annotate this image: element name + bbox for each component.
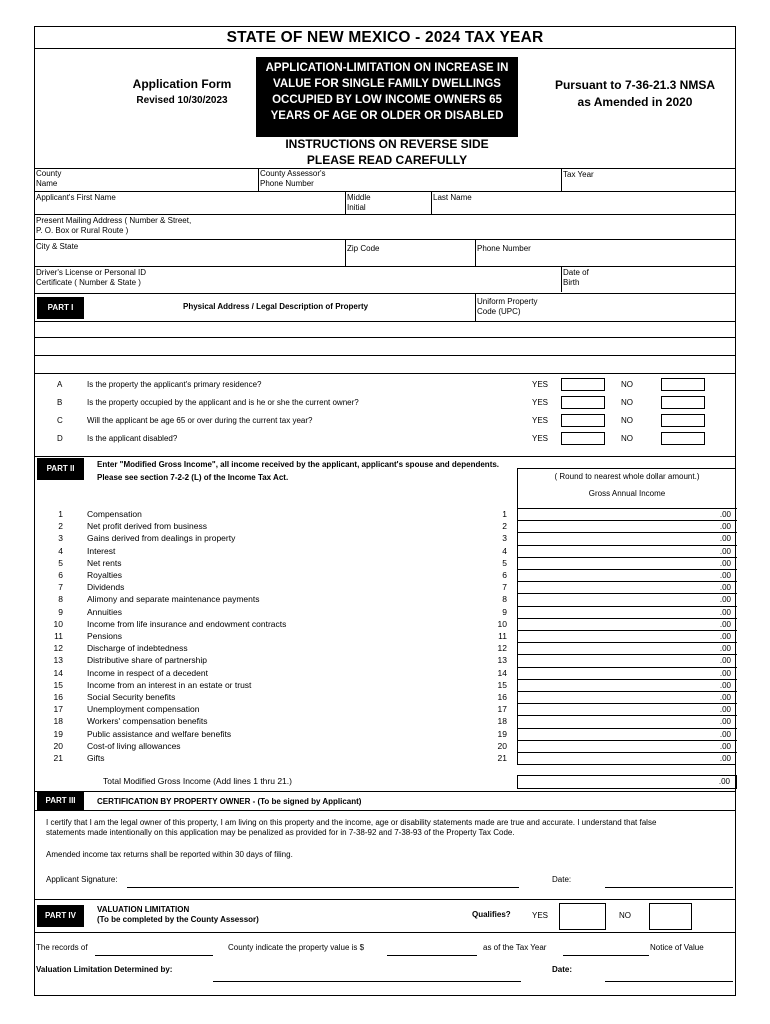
no-label: NO — [621, 380, 633, 389]
divider — [35, 791, 735, 792]
instructions-note — [256, 136, 518, 168]
line-number: 12 — [53, 643, 63, 654]
divider — [35, 214, 735, 215]
instructions-line: INSTRUCTIONS ON REVERSE SIDE — [285, 137, 489, 151]
line-number-right: 19 — [497, 728, 507, 739]
divider — [35, 48, 735, 49]
income-amount-field[interactable]: .00 — [517, 752, 737, 764]
income-amount-field[interactable]: .00 — [517, 508, 737, 520]
income-label: Gifts — [87, 753, 105, 763]
no-label: NO — [621, 416, 633, 425]
divider — [561, 266, 562, 292]
date-of-birth-field[interactable] — [563, 268, 589, 288]
determined-by-line[interactable] — [213, 981, 521, 982]
boxed-title-line: VALUE FOR SINGLE FAMILY DWELLINGS — [273, 78, 501, 90]
notice-of-value-label: Notice of Value — [650, 943, 704, 952]
form-title: STATE OF NEW MEXICO - 2024 TAX YEAR — [226, 29, 544, 46]
part-3-heading: CERTIFICATION BY PROPERTY OWNER - (To be signed by Applicant) — [97, 797, 362, 806]
income-label: Public assistance and welfare benefits — [87, 728, 232, 739]
tax-year-field[interactable]: Tax Year — [563, 170, 594, 179]
income-label: Discharge of indebtedness — [87, 643, 188, 654]
question-letter: D — [57, 434, 63, 443]
line-number-right: 3 — [502, 533, 507, 544]
tax-year-line[interactable] — [563, 955, 649, 956]
field-label: Certificate ( Number & State ) — [36, 278, 141, 287]
income-amount-field[interactable]: .00 — [517, 545, 737, 557]
income-amount-field[interactable]: .00 — [517, 691, 737, 703]
qualifies-no-label: NO — [619, 911, 631, 920]
first-name-field[interactable]: Applicant's First Name — [36, 193, 116, 202]
divider — [345, 191, 346, 214]
divider — [258, 168, 259, 191]
line-number: 17 — [53, 704, 63, 715]
applicant-signature-line[interactable] — [127, 887, 519, 888]
line-number: 8 — [58, 594, 63, 605]
income-amount-field[interactable]: .00 — [517, 520, 737, 532]
question-text: Is the applicant disabled? — [87, 434, 178, 443]
line-number-right: 1 — [502, 509, 507, 519]
line-number: 2 — [58, 521, 63, 532]
income-label: Pensions — [87, 631, 122, 641]
question-text: Will the applicant be age 65 or over during the current tax year? — [87, 416, 313, 425]
income-amount-field[interactable]: .00 — [517, 581, 737, 593]
line-number: 19 — [53, 728, 63, 739]
divider — [35, 932, 735, 933]
no-checkbox[interactable] — [661, 432, 705, 445]
line-number: 5 — [58, 557, 63, 568]
income-amount-field[interactable]: .00 — [517, 642, 737, 654]
field-label: Name — [36, 179, 58, 188]
signature-date-label: Date: — [552, 875, 572, 884]
property-value-line[interactable] — [387, 955, 477, 956]
yes-checkbox[interactable] — [561, 414, 605, 427]
line-number-right: 14 — [497, 667, 507, 678]
income-label: Social Security benefits — [87, 692, 176, 702]
divider — [35, 168, 735, 169]
income-amount-field[interactable]: .00 — [517, 667, 737, 679]
line-number: 16 — [53, 692, 63, 702]
no-checkbox[interactable] — [661, 396, 705, 409]
line-number: 6 — [58, 570, 63, 580]
line-number-right: 6 — [502, 570, 507, 580]
line-number-right: 21 — [497, 753, 507, 763]
line-number-right: 7 — [502, 582, 507, 593]
line-number: 7 — [58, 582, 63, 593]
divider — [35, 191, 735, 192]
application-title-box — [256, 57, 518, 137]
income-amount-field[interactable]: .00 — [517, 715, 737, 727]
last-name-field[interactable]: Last Name — [433, 193, 472, 202]
round-note: ( Round to nearest whole dollar amount.) — [554, 472, 700, 481]
line-number-right: 16 — [497, 692, 507, 702]
income-amount-field[interactable]: .00 — [517, 728, 737, 740]
divider — [35, 810, 735, 811]
line-number-right: 9 — [502, 606, 507, 617]
income-label: Income from life insurance and endowment contracts — [87, 618, 287, 629]
income-amount-field[interactable]: .00 — [517, 630, 737, 642]
address-line-2[interactable] — [35, 355, 735, 356]
divider — [475, 239, 476, 266]
no-checkbox[interactable] — [661, 378, 705, 391]
income-amount-field[interactable]: .00 — [517, 740, 737, 752]
field-label: P. O. Box or Rural Route ) — [36, 226, 129, 235]
divider — [431, 191, 432, 214]
line-number-right: 8 — [502, 594, 507, 605]
income-amount-field[interactable]: .00 — [517, 557, 737, 569]
divider — [345, 239, 346, 266]
line-number: 21 — [53, 753, 63, 763]
income-label: Interest — [87, 545, 116, 556]
as-of-tax-year-label: as of the Tax Year — [483, 943, 547, 952]
divider — [35, 456, 735, 457]
income-amount-field[interactable]: .00 — [517, 679, 737, 691]
line-number: 18 — [53, 716, 63, 727]
part-4-heading-1: VALUATION LIMITATION — [97, 905, 190, 914]
line-number-right: 13 — [497, 655, 507, 666]
part-2-instruction-1: Enter "Modified Gross Income", all income received by the applicant, applicant's spouse and dependents. — [97, 460, 500, 469]
income-label: Royalties — [87, 570, 122, 580]
no-label: NO — [621, 398, 633, 407]
records-of-label: The records of — [36, 943, 88, 952]
question-text: Is the property the applicant's primary residence? — [87, 380, 262, 389]
line-number-right: 5 — [502, 557, 507, 568]
part-2-instruction-2: Please see section 7-2-2 (L) of the Income Tax Act. — [97, 473, 289, 482]
field-label: Driver's License or Personal ID — [36, 268, 147, 277]
question-letter: A — [57, 380, 63, 389]
city-state-field[interactable]: City & State — [36, 242, 79, 251]
total-label: Total Modified Gross Income (Add lines 1 thru 21.) — [103, 776, 292, 786]
question-letter: C — [57, 416, 63, 425]
tax-application-form — [34, 26, 736, 996]
line-number: 11 — [54, 631, 63, 641]
divider — [35, 266, 735, 267]
certification-text-1: I certify that I am the legal owner of this property, I am living on this property and the income, age or disability statements made are true and accurate. I understand that false — [46, 818, 657, 827]
income-label: Gains derived from dealings in property — [87, 533, 236, 544]
field-label: Uniform Property — [477, 297, 538, 306]
yes-label: YES — [532, 416, 549, 425]
qualifies-label: Qualifies? — [472, 910, 511, 919]
applicant-signature-label: Applicant Signature: — [46, 875, 118, 884]
part-1-tag: PART I — [37, 297, 84, 319]
income-label: Dividends — [87, 582, 125, 593]
part-4-tag: PART IV — [37, 905, 84, 927]
field-label: Birth — [563, 278, 580, 287]
field-label: Code (UPC) — [477, 307, 521, 316]
divider — [35, 899, 735, 900]
boxed-title-line: YEARS OF AGE OR OLDER OR DISABLED — [270, 110, 504, 122]
income-amount-field[interactable]: .00 — [517, 532, 737, 544]
income-label: Cost-of living allowances — [87, 740, 181, 751]
yes-label: YES — [532, 434, 549, 443]
divider — [35, 321, 735, 322]
divider — [561, 168, 562, 191]
county-name-line[interactable] — [95, 955, 213, 956]
determined-date-line[interactable] — [605, 981, 733, 982]
line-number-right: 17 — [497, 704, 507, 715]
part-4-heading-2: (To be completed by the County Assessor) — [97, 915, 259, 924]
income-label: Income from an interest in an estate or trust — [87, 679, 252, 690]
question-text: Is the property occupied by the applicant and is he or she the current owner? — [87, 398, 359, 407]
income-label: Income in respect of a decedent — [87, 667, 208, 678]
yes-checkbox[interactable] — [561, 432, 605, 445]
income-label: Compensation — [87, 509, 142, 519]
middle-initial-field[interactable] — [347, 193, 371, 213]
signature-date-line[interactable] — [605, 887, 733, 888]
yes-label: YES — [532, 380, 549, 389]
line-number-right: 15 — [497, 679, 507, 690]
question-letter: B — [57, 398, 63, 407]
zip-code-field[interactable]: Zip Code — [347, 244, 380, 253]
line-number: 10 — [53, 618, 63, 629]
no-label: NO — [621, 434, 633, 443]
part-2-tag: PART II — [37, 458, 84, 480]
divider — [517, 468, 735, 469]
income-amount-field[interactable]: .00 — [517, 569, 737, 581]
yes-checkbox[interactable] — [561, 378, 605, 391]
divider — [35, 239, 735, 240]
part-3-tag: PART III — [37, 792, 84, 810]
upc-field[interactable] — [477, 297, 537, 317]
application-form-label: Application Form — [132, 77, 232, 91]
line-number-right: 20 — [497, 740, 507, 751]
line-number: 13 — [53, 655, 63, 666]
line-number-right: 2 — [502, 521, 507, 532]
field-label: Middle — [347, 193, 371, 202]
address-line-1[interactable] — [35, 337, 735, 338]
line-number: 15 — [53, 679, 63, 690]
income-amount-field[interactable]: .00 — [517, 606, 737, 618]
determined-by-label: Valuation Limitation Determined by: — [36, 965, 173, 974]
gross-annual-income-label: Gross Annual Income — [588, 489, 666, 498]
field-label: Phone Number — [260, 179, 314, 188]
physical-address-label: Physical Address / Legal Description of Property — [183, 302, 369, 311]
line-number-right: 4 — [502, 545, 507, 556]
yes-checkbox[interactable] — [561, 396, 605, 409]
certification-text-2: statements made intentionally on this application may be penalized as provided for in 7-38-92 and 7-38-93 of the Property Tax Code. — [46, 828, 515, 837]
income-label: Unemployment compensation — [87, 704, 200, 715]
field-label: Date of — [563, 268, 589, 277]
qualifies-yes-label: YES — [532, 911, 549, 920]
no-checkbox[interactable] — [661, 414, 705, 427]
income-amount-field[interactable]: .00 — [517, 593, 737, 605]
income-amount-field[interactable]: .00 — [517, 703, 737, 715]
divider — [475, 293, 476, 321]
income-label: Annuities — [87, 606, 122, 617]
amended-returns-note: Amended income tax returns shall be reported within 30 days of filing. — [46, 850, 293, 859]
county-name-field[interactable] — [36, 169, 61, 189]
line-number-right: 18 — [497, 716, 507, 727]
revised-date: Revised 10/30/2023 — [136, 95, 228, 106]
mailing-address-field[interactable] — [36, 216, 191, 236]
line-number-right: 10 — [497, 618, 507, 629]
field-label: Initial — [347, 203, 366, 212]
address-line-3[interactable] — [35, 373, 735, 374]
income-label: Alimony and separate maintenance payments — [87, 594, 260, 605]
line-number-right: 11 — [498, 631, 507, 641]
income-amount-field[interactable]: .00 — [517, 618, 737, 630]
boxed-title-line: APPLICATION-LIMITATION ON INCREASE IN — [265, 62, 509, 74]
income-amount-field[interactable]: .00 — [517, 654, 737, 666]
boxed-title-line: OCCUPIED BY LOW INCOME OWNERS 65 — [272, 94, 502, 106]
pursuant-line: Pursuant to 7-36-21.3 NMSA — [554, 78, 716, 92]
field-label: County — [36, 169, 62, 178]
pursuant-line: as Amended in 2020 — [577, 95, 693, 109]
yes-label: YES — [532, 398, 549, 407]
line-number: 1 — [58, 509, 63, 519]
field-label: Present Mailing Address ( Number & Street, — [36, 216, 192, 225]
income-label: Workers' compensation benefits — [87, 716, 208, 727]
county-indicate-label: County indicate the property value is $ — [228, 943, 365, 952]
determined-date-label: Date: — [552, 965, 573, 974]
divider — [517, 764, 735, 765]
total-amount-field[interactable]: .00 — [517, 775, 737, 789]
qualifies-no-box[interactable] — [649, 903, 692, 930]
instructions-line: PLEASE READ CAREFULLY — [306, 153, 468, 167]
line-number: 14 — [53, 667, 63, 678]
line-number: 4 — [58, 545, 63, 556]
divider — [35, 293, 735, 294]
pursuant-statute — [535, 77, 735, 111]
line-number: 9 — [58, 606, 63, 617]
qualifies-yes-box[interactable] — [559, 903, 606, 930]
field-label: County Assessor's — [260, 169, 326, 178]
income-label: Net profit derived from business — [87, 521, 207, 532]
license-field[interactable] — [36, 268, 146, 288]
phone-number-field[interactable]: Phone Number — [477, 244, 531, 253]
line-number: 3 — [58, 533, 63, 544]
income-label: Distributive share of partnership — [87, 655, 208, 666]
line-number-right: 12 — [497, 643, 507, 654]
line-number: 20 — [53, 740, 63, 751]
income-label: Net rents — [87, 557, 122, 568]
assessor-phone-field[interactable] — [260, 169, 326, 189]
